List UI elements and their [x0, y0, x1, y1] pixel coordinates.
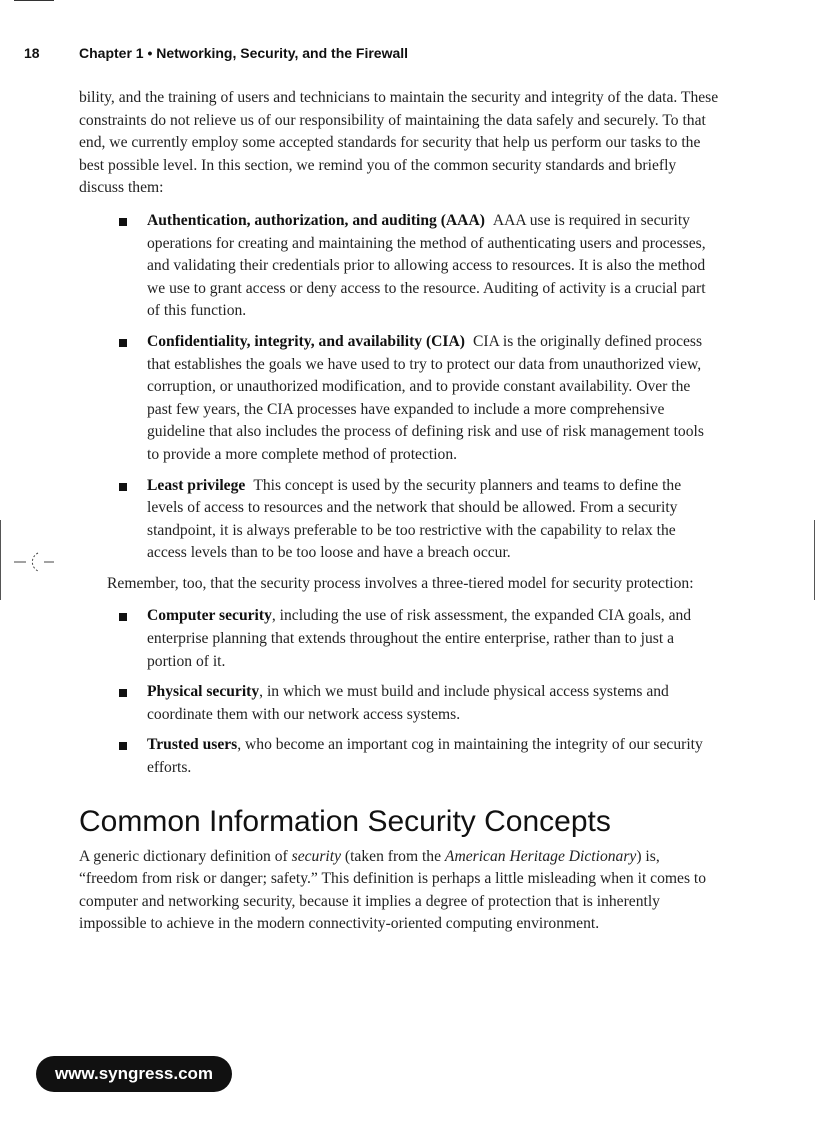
list-item — [79, 475, 719, 565]
security-model-list — [79, 605, 719, 779]
bullet-square-icon — [119, 483, 127, 491]
intro-paragraph: bility, and the training of users and technicians to maintain the security and integrity of the data. These constraints do not relieve us of our responsibility of maintaining the data safely and securely. To that end, we currently employ some accepted standards for security that help us perform our tasks to the best possible level. In this section, we remind you of the common security standards and briefly discuss them: — [79, 89, 719, 197]
term-physical-security: Physical security — [147, 683, 260, 701]
security-standards-list — [79, 210, 719, 565]
model-intro-paragraph: Remember, too, that the security process involves a three-tiered model for security protection: — [107, 574, 694, 592]
list-item — [79, 681, 719, 726]
bullet-square-icon — [119, 218, 127, 226]
term-description: , including the use of risk assessment, the expanded CIA goals, and enterprise planning that extends throughout the entire enterprise, rather than to just a portion of it. — [147, 607, 692, 670]
term-description: CIA is the originally defined process that establishes the goals we have used to try to protect our data from unauthorized view, corruption, or unauthorized modification, and to provide constant availability. Over the past few years, the CIA processes have expanded to include a more comprehensive guideline that also includes the process of defining risk and use of risk management tools to provide a more complete method of protection. — [147, 332, 704, 463]
dictionary-title: American Heritage Dictionary — [444, 847, 637, 865]
page-number: 18 — [24, 45, 40, 61]
right-crop-mark — [814, 520, 815, 600]
term-description: , in which we must build and include physical access systems and coordinate them with our network access systems. — [147, 683, 669, 723]
list-item — [79, 605, 719, 673]
bullet-square-icon — [119, 689, 127, 697]
term-aaa: Authentication, authorization, and auditing (AAA) — [147, 211, 485, 229]
term-least-privilege: Least privilege — [147, 476, 246, 494]
list-item — [79, 331, 719, 467]
page-body — [79, 87, 719, 936]
list-item — [79, 210, 719, 323]
term-trusted-users: Trusted users — [147, 736, 238, 754]
list-item — [79, 734, 719, 779]
term-description: AAA use is required in security operations for creating and maintaining the method of authenticating users and processes, and validating their credentials prior to allowing access to resources. It is also the method we use to grant access or deny access to the resource. Auditing of activity is a crucial part of this function. — [147, 211, 706, 320]
top-crop-rule — [14, 0, 54, 1]
left-crop-mark — [0, 520, 1, 600]
chapter-title: Chapter 1 • Networking, Security, and the Firewall — [79, 45, 409, 61]
website-link[interactable]: www.syngress.com — [36, 1056, 232, 1092]
term-description: , who become an important cog in maintaining the integrity of our security efforts. — [147, 736, 703, 777]
section-heading: Common Information Security Concepts — [79, 804, 611, 838]
security-term: security — [291, 847, 341, 865]
section-paragraph: A generic dictionary definition of security (taken from the American Heritage Dictionary) is, “freedom from risk or danger; safety.” This definition is perhaps a little misleading when it comes to computer and networking security, because it implies a degree of protection that is inherently impossible to achieve in the modern connectivity-oriented computing environment. — [79, 847, 707, 933]
bullet-square-icon — [119, 742, 127, 750]
term-cia: Confidentiality, integrity, and availability (CIA) — [147, 332, 465, 350]
term-description: This concept is used by the security planners and teams to define the levels of access to resources and the network that should be allowed. From a security standpoint, it is always preferable to be too restrictive with the capability to relax the access levels than to be too loose and have a breach occur. — [147, 476, 682, 562]
bullet-square-icon — [119, 339, 127, 347]
registration-mark-icon — [14, 547, 54, 577]
term-computer-security: Computer security — [147, 607, 272, 625]
bullet-square-icon — [119, 613, 127, 621]
